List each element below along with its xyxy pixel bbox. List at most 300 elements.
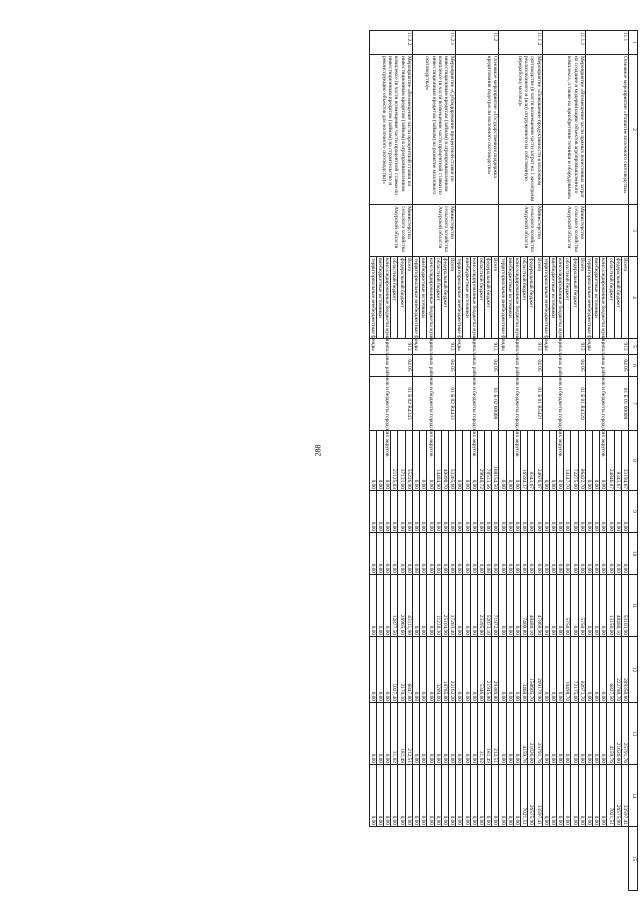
amount-cell: 0,00	[463, 703, 470, 765]
funding-source: консолидированные бюджеты муниципальных районов и бюджеты городских округов	[427, 258, 434, 457]
item-number: 11.2.1	[412, 31, 455, 55]
amount-cell: 0,00	[391, 491, 398, 533]
amount-cell: 0,00	[448, 703, 455, 765]
amount-cell: 0,00	[477, 491, 484, 533]
column-number: 15	[629, 827, 638, 891]
target-article-code: 01 Б 02 00000	[456, 377, 499, 431]
amount-cell: 43111,90	[405, 575, 412, 637]
amount-cell: 5346,00	[477, 637, 484, 703]
amount-cell: 0,00	[600, 637, 607, 703]
column-number: 11	[629, 575, 638, 637]
amount-cell: 0,00	[600, 703, 607, 765]
amount-cell: 0,00	[614, 491, 621, 533]
funding-source: территориальные внебюджетные фонды	[542, 258, 549, 351]
amount-cell: 0,00	[492, 491, 499, 533]
amount-cell: 8343,67	[614, 431, 621, 491]
amount-cell: 0,00	[571, 575, 578, 637]
section-code: 04 05	[369, 355, 412, 377]
amount-cell: 0,00	[549, 637, 556, 703]
amount-cell: 0,00	[405, 491, 412, 533]
amount-cell: 0,00	[506, 765, 513, 827]
rotated-table-sheet	[88, 30, 638, 890]
amount-cell: 53365,60	[448, 431, 455, 491]
amount-cell: 0,00	[600, 575, 607, 637]
amount-cell: 0,00	[571, 765, 578, 827]
amount-cell: 0,00	[513, 703, 520, 765]
amount-cell: 181,49	[484, 703, 491, 765]
section-code: 04 05	[499, 355, 542, 377]
column-number: 7	[629, 377, 638, 431]
target-article-code: 01 Б 01 R5421	[499, 377, 542, 431]
amount-cell: 0,00	[427, 533, 434, 575]
amount-cell: 0,00	[441, 703, 448, 765]
amount-cell: 0,00	[592, 575, 599, 637]
target-article-code: 01 Б 02 R4433	[412, 377, 455, 431]
amount-cell: 0,00	[463, 575, 470, 637]
column-number: 1	[629, 31, 638, 55]
amount-cell: 222780,70	[614, 637, 621, 703]
section-code: 04 05	[412, 355, 455, 377]
amount-cell: 0,00	[585, 637, 592, 703]
amount-cell: 212,51	[492, 703, 499, 765]
item-name: Основное мероприятие «Государственная поддержка кредитования подотрасли молочного скотоводства»	[456, 55, 499, 205]
amount-cell: 0,00	[463, 491, 470, 533]
amount-cell: 0,00	[513, 431, 520, 491]
funding-source: федеральный бюджет	[614, 257, 621, 339]
amount-cell: 0,00	[369, 533, 376, 575]
amount-cell: 0,00	[412, 575, 419, 637]
section-code: 04 05	[542, 355, 585, 377]
amount-cell: 181,49	[398, 703, 405, 765]
amount-cell: 289350,60	[621, 637, 628, 703]
amount-cell: 0,00	[427, 575, 434, 637]
section-code: 04 05	[456, 355, 499, 377]
amount-cell: 33597,41	[535, 765, 542, 827]
amount-cell: 4159,76	[607, 703, 614, 765]
amount-cell: 0,00	[549, 533, 556, 575]
target-article-code: 01 Б 02 R4343	[369, 377, 412, 431]
amount-cell: 0,00	[585, 765, 592, 827]
amount-cell: 0,00	[506, 637, 513, 703]
amount-cell: 0,00	[441, 533, 448, 575]
amount-cell: 0,00	[578, 703, 585, 765]
grbs-code: 913	[456, 339, 499, 355]
amount-cell: 71972,00	[492, 575, 499, 637]
amount-cell: 55226,90	[405, 431, 412, 491]
amount-cell: 0,00	[571, 703, 578, 765]
amount-cell: 0,00	[556, 637, 563, 703]
amount-cell: 0,00	[564, 703, 571, 765]
item-executor: Министерство сельского хозяйства Амурской области	[542, 205, 585, 257]
funding-source: областной бюджет	[607, 257, 614, 339]
amount-cell: 0,00	[420, 637, 427, 703]
amount-cell: 0,00	[376, 533, 383, 575]
amount-cell: 21945,80	[484, 637, 491, 703]
amount-cell: 10498,70	[564, 637, 571, 703]
amount-cell: 0,00	[384, 765, 391, 827]
amount-cell: 0,00	[592, 431, 599, 491]
amount-cell: 0,00	[470, 637, 477, 703]
table-row	[621, 31, 628, 891]
amount-cell: 0,00	[376, 637, 383, 703]
amount-cell: 0,00	[513, 765, 520, 827]
amount-cell: 14484,90	[434, 431, 441, 491]
amount-cell: 0,00	[549, 703, 556, 765]
amount-cell: 0,00	[434, 491, 441, 533]
amount-cell: 0,00	[520, 491, 527, 533]
funding-source: территориальные внебюджетные фонды	[413, 258, 420, 351]
column-number: 8	[629, 431, 638, 491]
amount-cell: 0,00	[369, 703, 376, 765]
funding-source: Всего	[448, 257, 455, 339]
amount-cell: 0,00	[412, 431, 419, 491]
amount-cell: 0,00	[585, 431, 592, 491]
section-code: 04 05	[585, 355, 628, 377]
amount-cell: 0,00	[513, 491, 520, 533]
item-name: Мероприятие «Возмещение части прямых понесенных затрат на создание и модернизацию объектов агропромышленного комплекса, а также на приобретение техники и оборудования»	[542, 55, 585, 205]
item-number: 11.1.1	[542, 31, 585, 55]
amount-cell: 0,00	[420, 533, 427, 575]
funding-source: внебюджетные источники	[549, 257, 556, 339]
amount-cell: 0,00	[434, 533, 441, 575]
amount-cell: 0,00	[578, 533, 585, 575]
column-number: 2	[629, 55, 638, 205]
amount-cell: 0,00	[542, 637, 549, 703]
amount-cell: 0,00	[600, 491, 607, 533]
amount-cell: 7400,80	[520, 575, 527, 637]
amount-cell: 0,00	[499, 431, 506, 491]
amount-cell: 0,00	[369, 765, 376, 827]
amount-cell: 0,00	[448, 491, 455, 533]
grbs-code: 913	[412, 339, 455, 355]
amount-cell: 0,00	[535, 533, 542, 575]
amount-cell: 33194,67	[621, 431, 628, 491]
table-body	[369, 31, 628, 891]
item-executor: Министерство сельского хозяйства Амурской области	[412, 205, 455, 257]
amount-cell: 0,00	[470, 431, 477, 491]
item-executor	[456, 205, 499, 257]
amount-cell: 0,00	[420, 703, 427, 765]
amount-cell: 0,00	[600, 765, 607, 827]
funding-source: федеральный бюджет	[441, 257, 448, 339]
amount-cell: 0,00	[535, 491, 542, 533]
item-name: Мероприятие «Повышение продуктивности в молочном скотоводстве (в части возмещения части затрат на 1 килограмм реализованного и (или) отгруженного на собственную переработку молока)»	[499, 55, 542, 205]
amount-cell: 0,00	[592, 703, 599, 765]
amount-cell: 0,00	[376, 575, 383, 637]
column-number: 12	[629, 637, 638, 703]
funding-source: федеральный бюджет	[484, 257, 491, 339]
item-number: 11.2	[456, 31, 499, 55]
amount-cell: 0,00	[513, 533, 520, 575]
amount-cell: 12877,50	[391, 575, 398, 637]
amount-cell: 29389,80	[492, 637, 499, 703]
amount-cell: 0,00	[369, 431, 376, 491]
funding-source: Всего	[492, 257, 499, 339]
amount-cell: 0,00	[585, 703, 592, 765]
funding-source: территориальные внебюджетные фонды	[456, 258, 463, 351]
amount-cell: 37131,00	[398, 431, 405, 491]
amount-cell: 0,00	[506, 703, 513, 765]
amount-cell: 0,00	[477, 533, 484, 575]
amount-cell: 24846,87	[607, 431, 614, 491]
amount-cell: 0,00	[384, 637, 391, 703]
amount-cell: 0,00	[463, 533, 470, 575]
funding-source: территориальные внебюджетные фонды	[369, 258, 376, 351]
funding-source: консолидированные бюджеты муниципальных районов и бюджеты городских округов	[384, 258, 391, 457]
item-executor: Министерство сельского хозяйства Амурской области	[499, 205, 542, 257]
amount-cell: 0,00	[499, 491, 506, 533]
funding-source: областной бюджет	[391, 257, 398, 339]
amount-cell: 0,00	[492, 765, 499, 827]
amount-cell: 53103,90	[621, 575, 628, 637]
amount-cell: 0,00	[412, 637, 419, 703]
funding-source: Всего	[535, 257, 542, 339]
amount-cell: 0,00	[556, 765, 563, 827]
funding-source: внебюджетные источники	[420, 257, 427, 339]
funding-source: Всего	[578, 257, 585, 339]
amount-cell: 0,00	[499, 533, 506, 575]
amount-cell: 78513,56	[484, 431, 491, 491]
amount-cell: 0,00	[578, 765, 585, 827]
amount-cell: 0,00	[513, 637, 520, 703]
amount-cell: 21125,83	[391, 431, 398, 491]
amount-cell: 0,00	[470, 575, 477, 637]
funding-source: внебюджетные источники	[592, 257, 599, 339]
table-row	[492, 31, 499, 891]
amount-cell: 2170,30	[398, 637, 405, 703]
amount-cell: 0,00	[592, 491, 599, 533]
amount-cell: 0,00	[571, 491, 578, 533]
amount-cell: 0,00	[405, 765, 412, 827]
amount-cell: 0,00	[456, 431, 463, 491]
amount-cell: 0,00	[499, 575, 506, 637]
amount-cell: 0,00	[420, 431, 427, 491]
amount-cell: 0,00	[412, 703, 419, 765]
amount-cell: 40480,10	[528, 575, 535, 637]
amount-cell: 0,00	[607, 491, 614, 533]
funding-source: областной бюджет	[520, 257, 527, 339]
amount-cell: 11238,30	[434, 575, 441, 637]
amount-cell: 40890,70	[441, 431, 448, 491]
amount-cell: 13150,00	[607, 575, 614, 637]
table-row	[578, 31, 585, 891]
column-number: 9	[629, 491, 638, 533]
column-number: 6	[629, 355, 638, 377]
amount-cell: 0,00	[614, 533, 621, 575]
amount-cell: 33597,41	[621, 765, 628, 827]
column-number: 10	[629, 533, 638, 575]
amount-cell: 0,00	[484, 533, 491, 575]
grbs-code: 913	[585, 339, 628, 355]
amount-cell: 212,51	[405, 703, 412, 765]
amount-cell: 0,00	[434, 703, 441, 765]
column-number: 5	[629, 339, 638, 355]
item-name: Мероприятие «Субсидирование процентной ставки по инвестиционным кредитам (займам) в агропромышленном комплексе (в части возмещения части процентной ставки по инвестиционным кредитам (займам) на развитие молочного скотоводства)»	[412, 55, 455, 205]
amount-cell: 0,00	[600, 533, 607, 575]
item-number: 11.1	[585, 31, 628, 55]
amount-cell: 0,00	[542, 533, 549, 575]
amount-cell: 0,00	[463, 765, 470, 827]
amount-cell: 0,00	[556, 575, 563, 637]
grbs-code: 913	[542, 339, 585, 355]
amount-cell: 23395,80	[477, 575, 484, 637]
amount-cell: 0,00	[607, 533, 614, 575]
table-row	[535, 31, 542, 891]
amount-cell: 0,00	[456, 533, 463, 575]
funding-source: внебюджетные источники	[463, 257, 470, 339]
funding-source: федеральный бюджет	[398, 257, 405, 339]
amount-cell: 0,00	[398, 491, 405, 533]
amount-cell: 0,00	[427, 431, 434, 491]
amount-cell: 6847,80	[405, 637, 412, 703]
amount-cell: 5750,00	[578, 575, 585, 637]
amount-cell: 4159,76	[520, 703, 527, 765]
amount-cell: 72175,00	[571, 637, 578, 703]
amount-cell: 0,00	[556, 491, 563, 533]
funding-source: консолидированные бюджеты муниципальных районов и бюджеты городских округов	[557, 258, 564, 457]
amount-cell: 0,00	[456, 703, 463, 765]
amount-cell: 108154,50	[492, 431, 499, 491]
funding-source: областной бюджет	[564, 257, 571, 339]
amount-cell: 0,00	[520, 533, 527, 575]
funding-source: территориальные внебюджетные фонды	[585, 258, 592, 351]
amount-cell: 0,00	[506, 533, 513, 575]
amount-cell: 0,00	[376, 491, 383, 533]
table-row	[405, 31, 412, 891]
amount-cell: 29640,72	[477, 431, 484, 491]
amount-cell: 0,00	[564, 491, 571, 533]
amount-cell: 21626,00	[528, 703, 535, 765]
column-number: 3	[629, 205, 638, 257]
amount-cell: 0,00	[376, 431, 383, 491]
funding-source: Всего	[621, 257, 628, 339]
funding-source: областной бюджет	[477, 257, 484, 339]
amount-cell: 0,00	[592, 765, 599, 827]
amount-cell: 25791,76	[535, 703, 542, 765]
amount-cell: 0,00	[506, 491, 513, 533]
amount-cell: 0,00	[499, 703, 506, 765]
amount-cell: 0,00	[456, 637, 463, 703]
amount-cell: 0,00	[384, 431, 391, 491]
amount-cell: 8343,67	[528, 431, 535, 491]
grbs-code: 913	[499, 339, 542, 355]
amount-cell: 21626,00	[614, 703, 621, 765]
amount-cell: 25791,76	[621, 703, 628, 765]
amount-cell: 0,00	[376, 765, 383, 827]
amount-cell: 0,00	[369, 491, 376, 533]
item-executor: Министерство сельского хозяйства Амурской области	[369, 205, 412, 257]
amount-cell: 24676,97	[535, 431, 542, 491]
amount-cell: 0,00	[412, 765, 419, 827]
funding-source: консолидированные бюджеты муниципальных районов и бюджеты городских округов	[513, 258, 520, 457]
amount-cell: 7021,51	[520, 765, 527, 827]
target-article-code: 01 Б 01 R4329	[542, 377, 585, 431]
amount-cell: 0,00	[528, 533, 535, 575]
amount-cell: 52073,10	[484, 575, 491, 637]
amount-cell: 14147,70	[564, 431, 571, 491]
amount-cell: 0,00	[542, 431, 549, 491]
amount-cell: 0,00	[369, 637, 376, 703]
amount-cell: 0,00	[420, 575, 427, 637]
amount-cell: 0,00	[398, 533, 405, 575]
funding-source: консолидированные бюджеты муниципальных районов и бюджеты городских округов	[600, 258, 607, 457]
amount-cell: 0,00	[564, 765, 571, 827]
funding-table	[369, 30, 638, 891]
amount-cell: 0,00	[592, 533, 599, 575]
amount-cell: 1027,40	[391, 637, 398, 703]
item-number: 11.2.2	[369, 31, 412, 55]
funding-source: Всего	[405, 257, 412, 339]
page-number: 288	[313, 444, 323, 457]
amount-cell: 25104,90	[441, 575, 448, 637]
amount-cell: 0,00	[499, 765, 506, 827]
amount-cell: 0,00	[463, 431, 470, 491]
funding-source: областной бюджет	[434, 257, 441, 339]
amount-cell: 0,00	[412, 491, 419, 533]
amount-cell: 0,00	[477, 765, 484, 827]
amount-cell: 0,00	[384, 533, 391, 575]
amount-cell: 0,00	[391, 765, 398, 827]
amount-cell: 0,00	[592, 637, 599, 703]
amount-cell: 0,00	[376, 703, 383, 765]
amount-cell: 0,00	[448, 765, 455, 827]
amount-cell: 0,00	[542, 575, 549, 637]
amount-cell: 0,00	[391, 533, 398, 575]
amount-cell: 26575,90	[614, 765, 621, 827]
amount-cell: 0,00	[420, 765, 427, 827]
amount-cell: 0,00	[499, 637, 506, 703]
amount-cell: 0,00	[571, 533, 578, 575]
grbs-code: 913	[369, 339, 412, 355]
amount-cell: 0,00	[456, 491, 463, 533]
amount-cell: 82673,70	[578, 637, 585, 703]
funding-source: федеральный бюджет	[528, 257, 535, 339]
amount-cell: 0,00	[384, 575, 391, 637]
amount-cell: 0,00	[528, 491, 535, 533]
amount-cell: 3289,00	[434, 637, 441, 703]
amount-cell: 0,00	[585, 491, 592, 533]
funding-source: внебюджетные источники	[506, 257, 513, 339]
amount-cell: 6827,50	[607, 637, 614, 703]
amount-cell: 150605,70	[528, 637, 535, 703]
amount-cell: 0,00	[556, 431, 563, 491]
amount-cell: 0,00	[556, 703, 563, 765]
target-article-code: 01 Б 01 00000	[585, 377, 628, 431]
amount-cell: 0,00	[549, 431, 556, 491]
amount-cell: 0,00	[600, 431, 607, 491]
amount-cell: 0,00	[470, 533, 477, 575]
amount-cell: 0,00	[542, 765, 549, 827]
column-number: 4	[629, 257, 638, 339]
amount-cell: 16594,37	[520, 431, 527, 491]
amount-cell: 31,02	[477, 703, 484, 765]
amount-cell: 0,00	[585, 575, 592, 637]
amount-cell: 0,00	[556, 533, 563, 575]
amount-cell: 31,02	[391, 703, 398, 765]
amount-cell: 86422,70	[578, 431, 585, 491]
amount-cell: 0,00	[441, 491, 448, 533]
amount-cell: 26965,60	[398, 575, 405, 637]
amount-cell: 0,00	[621, 533, 628, 575]
amount-cell: 0,00	[578, 491, 585, 533]
table-row	[448, 31, 455, 891]
amount-cell: 209179,90	[535, 637, 542, 703]
amount-cell: 0,00	[412, 533, 419, 575]
amount-cell: 0,00	[542, 491, 549, 533]
funding-source: территориальные внебюджетные фонды	[499, 258, 506, 351]
amount-cell: 0,00	[484, 491, 491, 533]
amount-cell: 0,00	[384, 703, 391, 765]
